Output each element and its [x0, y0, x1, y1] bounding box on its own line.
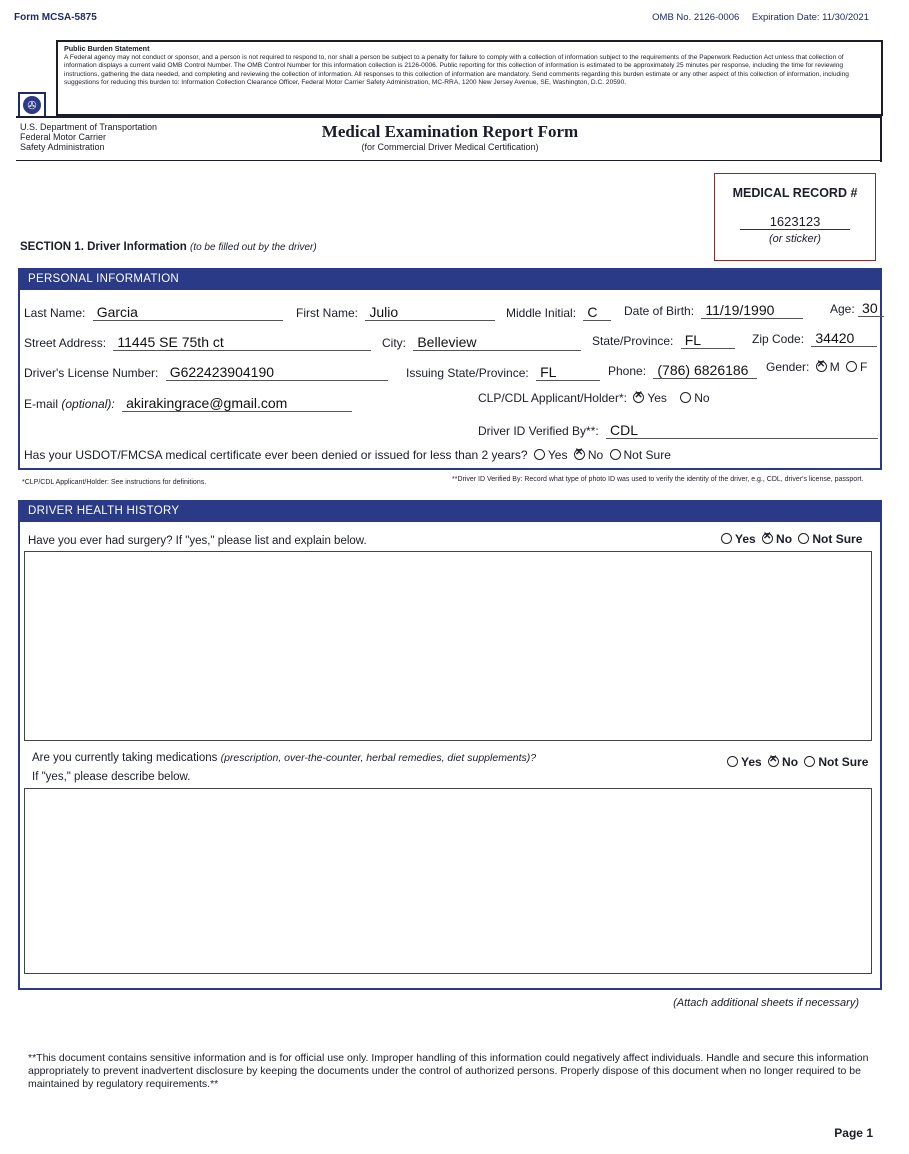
age-label: Age: — [830, 302, 855, 316]
form-number: Form MCSA-5875 — [14, 12, 97, 23]
state-label: State/Province: — [592, 334, 674, 348]
medication-question-text: Are you currently taking medications — [32, 752, 218, 764]
denied-yes-label: Yes — [547, 448, 568, 462]
city-row — [382, 334, 581, 351]
surgery-question: Have you ever had surgery? If "yes," please list and explain below. — [28, 535, 367, 547]
clp-no-radio[interactable] — [680, 392, 691, 403]
denied-no-radio[interactable] — [574, 449, 585, 460]
license-label: Driver's License Number: — [24, 366, 159, 380]
middle-initial-row — [506, 304, 611, 321]
section-note: (to be filled out by the driver) — [189, 242, 317, 253]
surgery-options — [718, 532, 862, 546]
agency-block — [20, 122, 157, 152]
city-field[interactable]: Belleview — [413, 334, 581, 351]
street-row — [24, 334, 371, 351]
city-label: City: — [382, 336, 406, 350]
dob-row — [624, 302, 803, 319]
medication-no-radio[interactable] — [768, 756, 779, 767]
section-title — [20, 241, 317, 253]
medication-yes-label: Yes — [741, 755, 762, 769]
age-row — [830, 300, 884, 317]
medication-question-2: If "yes," please describe below. — [32, 771, 191, 783]
footnote-right: **Driver ID Verified By: Record what type of photo ID was used to verify the identity of the driver, e.g., CDL, driver's license, passport. — [452, 476, 864, 483]
header-divider — [16, 116, 882, 118]
state-field[interactable]: FL — [681, 332, 735, 349]
surgery-notsure-label: Not Sure — [812, 532, 863, 546]
last-name-field[interactable]: Garcia — [93, 304, 283, 321]
denied-yes-radio[interactable] — [534, 449, 545, 460]
street-field[interactable]: 11445 SE 75th ct — [113, 334, 371, 351]
first-name-field[interactable]: Julio — [365, 304, 495, 321]
medical-record-sub: (or sticker) — [769, 233, 821, 245]
phone-label: Phone: — [608, 364, 647, 378]
surgery-notsure-radio[interactable] — [798, 533, 809, 544]
clp-yes-label: Yes — [647, 391, 667, 405]
email-optional: (optional): — [61, 397, 115, 411]
email-label: E-mail — [24, 397, 59, 411]
email-field[interactable]: akirakingrace@gmail.com — [122, 395, 352, 412]
medication-description-field[interactable] — [24, 788, 872, 974]
attach-note: (Attach additional sheets if necessary) — [673, 997, 859, 1009]
medication-no-label: No — [782, 755, 799, 769]
issuing-row — [406, 364, 600, 381]
burden-statement — [56, 40, 883, 116]
section-title-text: SECTION 1. Driver Information — [20, 241, 187, 253]
agency-line: Federal Motor Carrier — [20, 132, 107, 142]
medical-record-label: MEDICAL RECORD # — [732, 186, 858, 200]
license-field[interactable]: G622423904190 — [166, 364, 388, 381]
surgery-no-label: No — [776, 532, 793, 546]
denied-notsure-label: Not Sure — [623, 448, 671, 462]
dot-emblem-icon: ✇ — [23, 96, 41, 114]
medication-question — [32, 752, 536, 764]
denied-no-label: No — [587, 448, 604, 462]
surgery-yes-label: Yes — [735, 532, 756, 546]
page-title: Medical Examination Report Form — [321, 122, 579, 141]
agency-line: U.S. Department of Transportation — [20, 122, 158, 132]
expiration-date: Expiration Date: 11/30/2021 — [751, 12, 869, 23]
omb-info — [642, 12, 869, 23]
page-subtitle: (for Commercial Driver Medical Certification) — [361, 142, 539, 152]
surgery-explanation-field[interactable] — [24, 551, 872, 741]
medication-options — [724, 755, 868, 769]
footnote-left: *CLP/CDL Applicant/Holder: See instructions for definitions. — [22, 479, 207, 486]
denied-notsure-radio[interactable] — [610, 449, 621, 460]
zip-label: Zip Code: — [752, 332, 805, 346]
verified-label: Driver ID Verified By**: — [478, 424, 599, 438]
phone-row — [608, 362, 757, 379]
header-right-border — [880, 116, 882, 162]
denied-question: Has your USDOT/FMCSA medical certificate ever been denied or issued for less than 2 years? — [24, 448, 528, 462]
clp-row — [478, 391, 710, 405]
dot-logo — [18, 92, 46, 118]
age-field[interactable]: 30 — [858, 300, 884, 317]
denied-row — [24, 448, 671, 462]
medical-record-box — [714, 173, 876, 261]
verified-row — [478, 422, 878, 439]
issuing-label: Issuing State/Province: — [406, 366, 529, 380]
middle-initial-label: Middle Initial: — [506, 306, 577, 320]
first-name-row — [296, 304, 495, 321]
dob-field[interactable]: 11/19/1990 — [701, 302, 803, 319]
burden-text: A Federal agency may not conduct or sponsor, and a person is not required to respond to, nor shall a person be subject to a penalty for failure to comply with a collection of information subject to the requirements of the Paperwork Reduction Act unless that collection of information displays a current valid OMB Control Number. The OMB Control Number for this information collection is 2126-0006. Public reporting for this collection of information is estimated to be approximately 25 minutes per response, including the time for reviewing instructions, gathering the data needed, and completing and reviewing the collection of information. All responses to this collection of information are mandatory. Send comments regarding this burden estimate or any other aspect of this collection of information, including suggestions for reducing this burden to: Information Collection Clearance Officer, Federal Motor Carrier Safety Administration, MC-RRA, 1200 New Jersey Avenue, SE, Washington, D.C. 20590. — [64, 53, 849, 87]
gender-m-radio[interactable] — [816, 361, 827, 372]
header-bottom-border — [16, 160, 882, 161]
personal-info-bar: PERSONAL INFORMATION — [20, 270, 880, 290]
state-row — [592, 332, 735, 349]
medical-record-number[interactable]: 1623123 — [740, 214, 851, 230]
gender-m-label: M — [829, 360, 840, 374]
zip-row — [752, 330, 877, 347]
gender-row — [766, 360, 867, 374]
gender-f-radio[interactable] — [846, 361, 857, 372]
email-row — [24, 395, 352, 412]
disclaimer: **This document contains sensitive information and is for official use only. Improper handling of this information could negatively affect individuals. Handle and secure this information appropriately to prevent inadvertent disclosure by keeping the documents under the control of authorized persons. Properly dispose of this document when no longer required to be maintained by regulatory requirements.** — [28, 1052, 869, 1090]
burden-title: Public Burden Statement — [64, 44, 150, 53]
last-name-label: Last Name: — [24, 306, 86, 320]
gender-f-label: F — [860, 360, 868, 374]
medication-notsure-label: Not Sure — [818, 755, 869, 769]
surgery-no-radio[interactable] — [762, 533, 773, 544]
surgery-yes-radio[interactable] — [721, 533, 732, 544]
omb-number: OMB No. 2126-0006 — [652, 12, 740, 23]
verified-field[interactable]: CDL — [606, 422, 878, 439]
clp-yes-radio[interactable] — [633, 392, 644, 403]
health-history-bar: DRIVER HEALTH HISTORY — [20, 502, 880, 522]
street-label: Street Address: — [24, 336, 107, 350]
phone-field[interactable]: (786) 6826186 — [653, 362, 757, 379]
agency-line: Safety Administration — [20, 142, 105, 152]
page-number: Page 1 — [834, 1126, 873, 1140]
middle-initial-field[interactable]: C — [583, 304, 611, 321]
license-row — [24, 364, 388, 381]
clp-label: CLP/CDL Applicant/Holder*: — [478, 391, 627, 405]
issuing-field[interactable]: FL — [536, 364, 600, 381]
medication-question-examples: (prescription, over-the-counter, herbal remedies, diet supplements)? — [220, 752, 537, 764]
first-name-label: First Name: — [296, 306, 359, 320]
gender-label: Gender: — [766, 360, 810, 374]
clp-no-label: No — [694, 391, 710, 405]
medication-notsure-radio[interactable] — [804, 756, 815, 767]
dob-label: Date of Birth: — [624, 304, 695, 318]
zip-field[interactable]: 34420 — [811, 330, 877, 347]
medication-yes-radio[interactable] — [727, 756, 738, 767]
last-name-row — [24, 304, 283, 321]
